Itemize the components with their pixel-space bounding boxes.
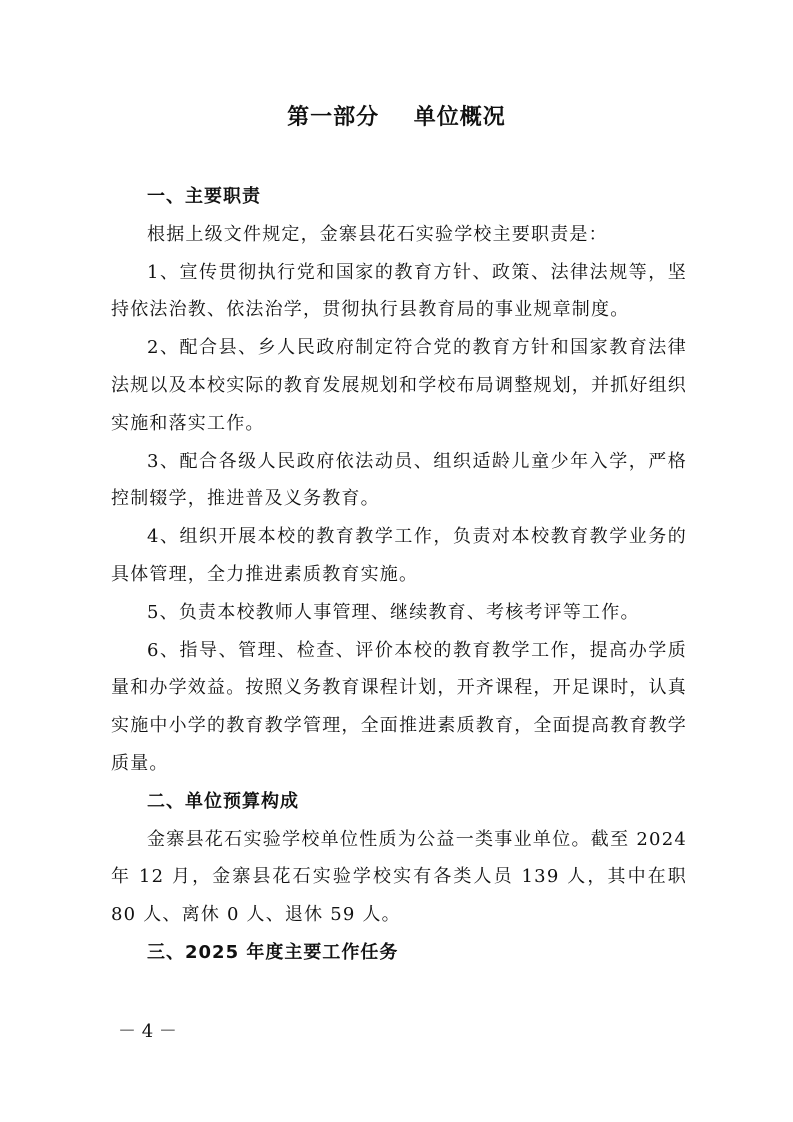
document-body: [111, 178, 687, 972]
section-heading-2025-tasks: 三、2025 年度主要工作任务: [147, 941, 399, 963]
paragraph-duties-intro: 根据上级文件规定，金寨县花石实验学校主要职责是：: [147, 223, 608, 245]
section-heading-budget-composition: 二、单位预算构成: [147, 790, 299, 812]
paragraph-duty-4: 4、组织开展本校的教育教学工作，负责对本校教育教学业务的具体管理，全力推进素质教育实施。: [111, 526, 687, 585]
paragraph-duty-3: 3、配合各级人民政府依法动员、组织适龄儿童少年入学，严格控制辍学，推进普及义务教育。: [111, 450, 687, 510]
page-title: 第一部分 单位概况: [287, 105, 506, 130]
paragraph-duty-1: 1、宣传贯彻执行党和国家的教育方针、政策、法律法规等，坚持依法治教、依法治学，贯彻执行县教育局的事业规章制度。: [111, 261, 687, 321]
paragraph-duty-6: 6、指导、管理、检查、评价本校的教育教学工作，提高办学质量和办学效益。按照义务教育课程计划，开齐课程，开足课时，认真实施中小学的教育教学管理，全面推进素质教育，全面提高教育教学质量。: [111, 639, 687, 774]
paragraph-duty-5: 5、负责本校教师人事管理、继续教育、考核考评等工作。: [147, 601, 640, 623]
paragraph-budget-composition: 金寨县花石实验学校单位性质为公益一类事业单位。截至 2024 年 12 月，金寨县花石实验学校实有各类人员 139 人，其中在职 80 人、离休 0 人、退休 59 人。: [111, 828, 687, 926]
section-heading-main-duties: 一、主要职责: [147, 186, 261, 207]
paragraph-duty-2: 2、配合县、乡人民政府制定符合党的教育方针和国家教育法律法规以及本校实际的教育发展规划和学校布局调整规划，并抓好组织实施和落实工作。: [111, 337, 687, 434]
page-number: － 4 －: [118, 1021, 177, 1042]
